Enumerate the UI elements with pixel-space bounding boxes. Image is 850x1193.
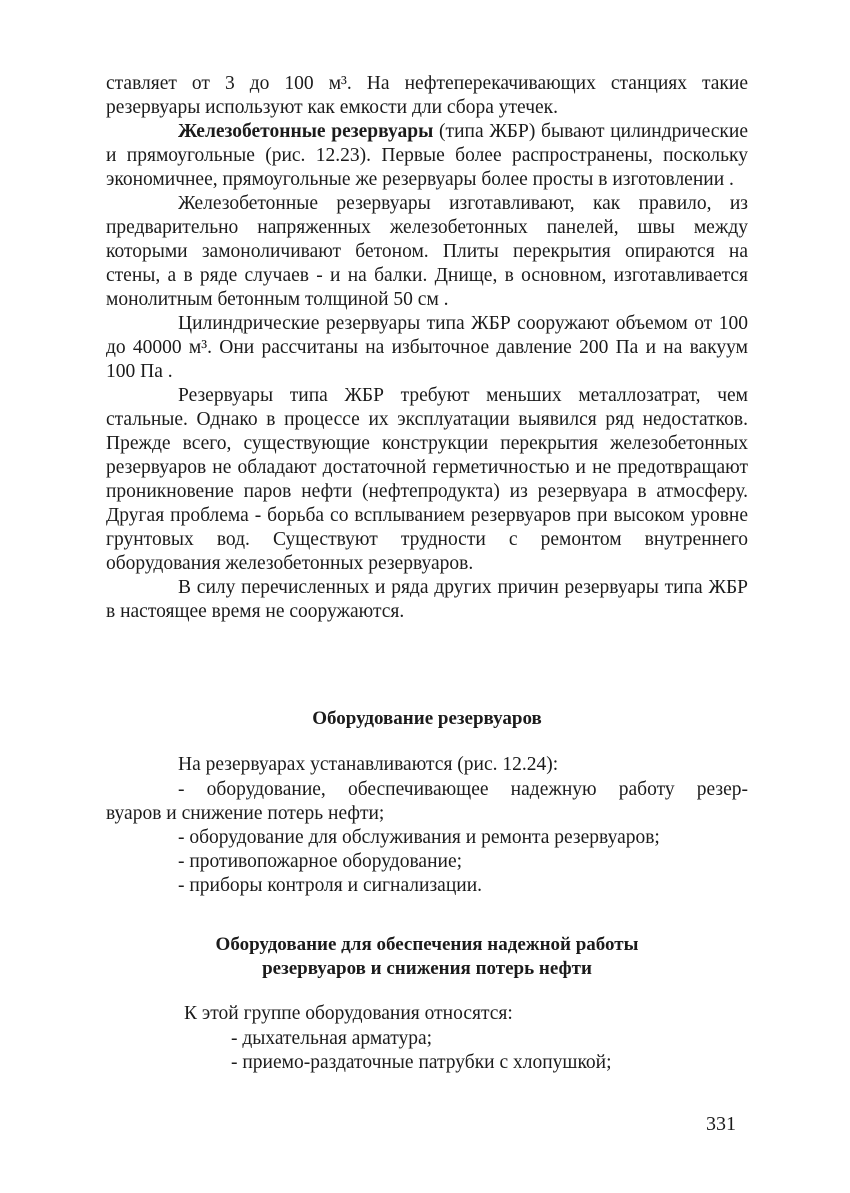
list-item-continuation: вуаров и снижение потерь нефти; [106,803,385,824]
section-heading-tank-equipment: Оборудование резервуаров [312,708,542,729]
paragraph-4: Цилиндрические резервуары типа ЖБР сооружают объемом от 100 до 40000 м³. Они рассчитаны на избыточное давление 200 Па и на вакуум 100 Па . [106,313,748,382]
section-heading-reliability-equipment-line1: Оборудование для обеспечения надежной работы [215,934,639,955]
list-item: - оборудование, обеспечивающее надежную работу резер- [178,779,748,800]
list-item: - приборы контроля и сигнализации. [178,875,483,896]
list-item: - оборудование для обслуживания и ремонта резервуаров; [178,827,660,848]
body-text [106,72,748,624]
list-item: - дыхательная арматура; [231,1028,433,1049]
paragraph-6: В силу перечисленных и ряда других причин резервуары типа ЖБР в настоящее время не сооружаются. [106,577,748,622]
list-intro: К этой группе оборудования относятся: [184,1003,513,1024]
term-reinforced-concrete-tanks: Железобетонные резервуары [178,121,434,142]
list-item: - противопожарное оборудование; [178,851,463,872]
paragraph-2-text: (типа ЖБР) бывают цилиндрические и прямоугольные (рис. 12.23). Первые более распространены, поскольку экономичнее, прямоугольные же резервуары более просты в изготовлении . [106,121,748,190]
paragraph-2 [106,120,748,192]
list-item: - приемо-раздаточные патрубки с хлопушкой; [231,1052,612,1073]
list-intro: На резервуарах устанавливаются (рис. 12.24): [178,754,559,775]
paragraph-3: Железобетонные резервуары изготавливают, как правило, из предварительно напряженных железобетонных панелей, швы между которыми замоноличивают бетоном. Плиты перекрытия опираются на стены, а в ряде случаев - и на балки. Днище, в основном, изготавливается монолитным бетонным толщиной 50 см . [106,193,748,310]
paragraph-1: ставляет от 3 до 100 м³. На нефтеперекачивающих станциях такие резервуары используют как емкости дли сбора утечек. [106,73,748,118]
page-number: 331 [706,1113,736,1135]
section-heading-reliability-equipment-line2: резервуаров и снижения потерь нефти [262,958,592,979]
paragraph-5: Резервуары типа ЖБР требуют меньших металлозатрат, чем стальные. Однако в процессе их эксплуатации выявился ряд недостатков. Прежде всего, существующие конструкции перекрытия железобетонных резервуаров не обладают достаточной герметичностью и не предотвращают проникновение паров нефти (нефтепродукта) из резервуара в атмосферу. Другая проблема - борьба со всплыванием резервуаров при высоком уровне грунтовых вод. Существуют трудности с ремонтом внутреннего оборудования железобетонных резервуаров. [106,385,748,574]
